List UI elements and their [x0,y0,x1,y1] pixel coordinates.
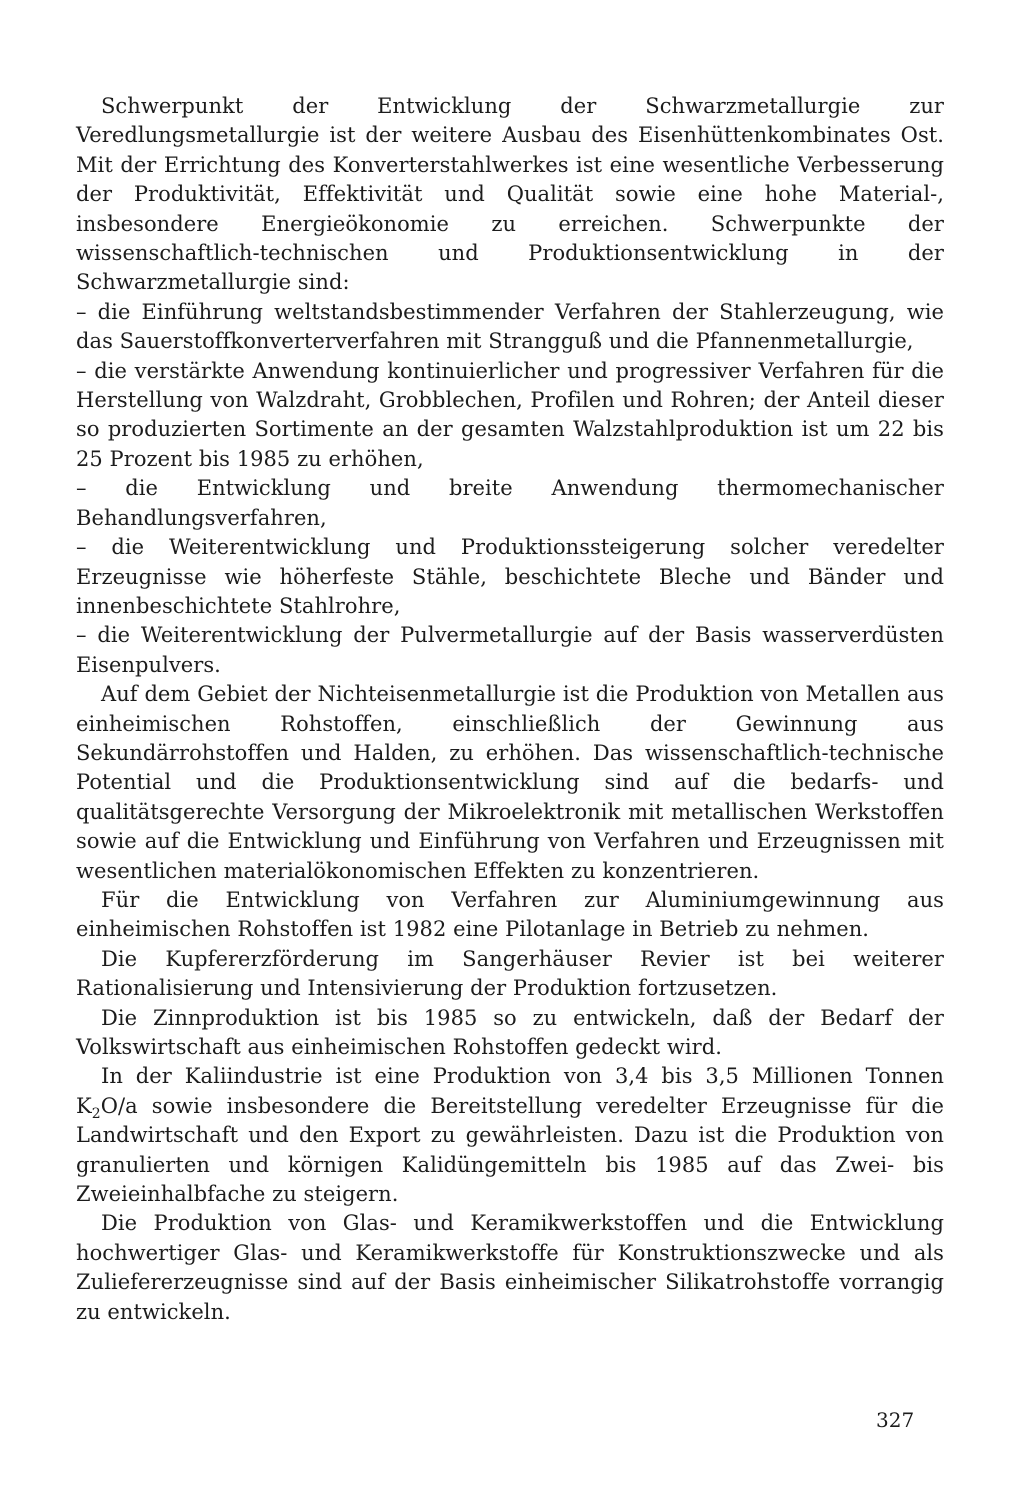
list-item: – die Weiterentwicklung und Produktionssteigerung solcher veredelter Erzeugnisse wie höherfeste Stähle, beschichtete Bleche und Bänder und innenbeschichtete Stahlrohre, [76,535,944,618]
list-item: – die Entwicklung und breite Anwendung thermomechanischer Behandlungsverfahren, [76,476,944,530]
page-number: 327 [876,1408,915,1432]
list-item: – die Weiterentwicklung der Pulvermetallurgie auf der Basis wasserverdüsten Eisenpulvers. [76,623,944,677]
tin-paragraph: Die Zinnproduktion ist bis 1985 so zu entwickeln, daß der Bedarf der Volkswirtschaft aus einheimischen Rohstoffen gedeckt wird. [76,1005,944,1059]
page-body [76,92,944,1327]
potash-subscript: 2 [91,1106,101,1122]
aluminium-paragraph: Für die Entwicklung von Verfahren zur Aluminiumgewinnung aus einheimischen Rohstoffen ist 1982 eine Pilotanlage in Betrieb zu nehmen. [76,887,944,942]
intro-paragraph: Schwerpunkt der Entwicklung der Schwarzmetallurgie zur Veredlungsmetallurgie ist der weitere Ausbau des Eisenhüttenkombinates Ost. Mit der Errichtung des Konverterstahlwerkes ist eine wesentliche Verbesserung der Produktivität, Effektivität und Qualität sowie eine hohe Material-, insbesondere Energieökonomie zu erreichen. Schwerpunkte der wissenschaftlich-technischen und Produktionsentwicklung in der Schwarzmetallurgie sind: [76,94,944,295]
nonferrous-paragraph: Auf dem Gebiet der Nichteisenmetallurgie ist die Produktion von Metallen aus einheimischen Rohstoffen, einschließlich der Gewinnung aus Sekundärrohstoffen und Halden, zu erhöhen. Das wissenschaftlich-technische Potential und die Produktionsentwicklung sind auf die bedarfs- und qualitätsgerechte Versorgung der Mikroelektronik mit metallischen Werkstoffen sowie auf die Entwicklung und Einführung von Verfahren und Erzeugnissen mit wesentlichen materialökonomischen Effekten zu konzentrieren. [76,682,944,883]
copper-paragraph: Die Kupfererzförderung im Sangerhäuser Revier ist bei weiterer Rationalisierung und Intensivierung der Produktion fortzusetzen. [76,946,944,1001]
list-item: – die Einführung weltstandsbestimmender Verfahren der Stahlerzeugung, wie das Sauerstoffkonverterverfahren mit Strangguß und die Pfannenmetallurgie, [76,299,944,354]
potash-text-start: In der Kaliindustrie ist eine Produktion von 3,4 bis 3,5 Millionen Tonnen K [76,1064,944,1118]
list-item: – die verstärkte Anwendung kontinuierlicher und progressiver Verfahren für die Herstellung von Walzdraht, Grobblechen, Profilen und Rohren; der Anteil dieser so produzierten Sortimente an der gesamten Walzstahlproduktion ist um 22 bis 25 Prozent bis 1985 zu erhöhen, [76,358,944,471]
potash-paragraph [76,1062,944,1209]
glass-ceramics-paragraph: Die Produktion von Glas- und Keramikwerkstoffen und die Entwicklung hochwertiger Glas- und Keramikwerkstoffe für Konstruktionszwecke und als Zuliefererzeugnisse sind auf der Basis einheimischer Silikatrohstoffe vorrangig zu entwickeln. [76,1211,944,1324]
potash-text-end: O/a sowie insbesondere die Bereitstellung veredelter Erzeugnisse für die Landwirtschaft und den Export zu gewährleisten. Dazu ist die Produktion von granulierten und körnigen Kalidüngemitteln bis 1985 auf das Zwei- bis Zweieinhalbfache zu steigern. [76,1093,944,1207]
